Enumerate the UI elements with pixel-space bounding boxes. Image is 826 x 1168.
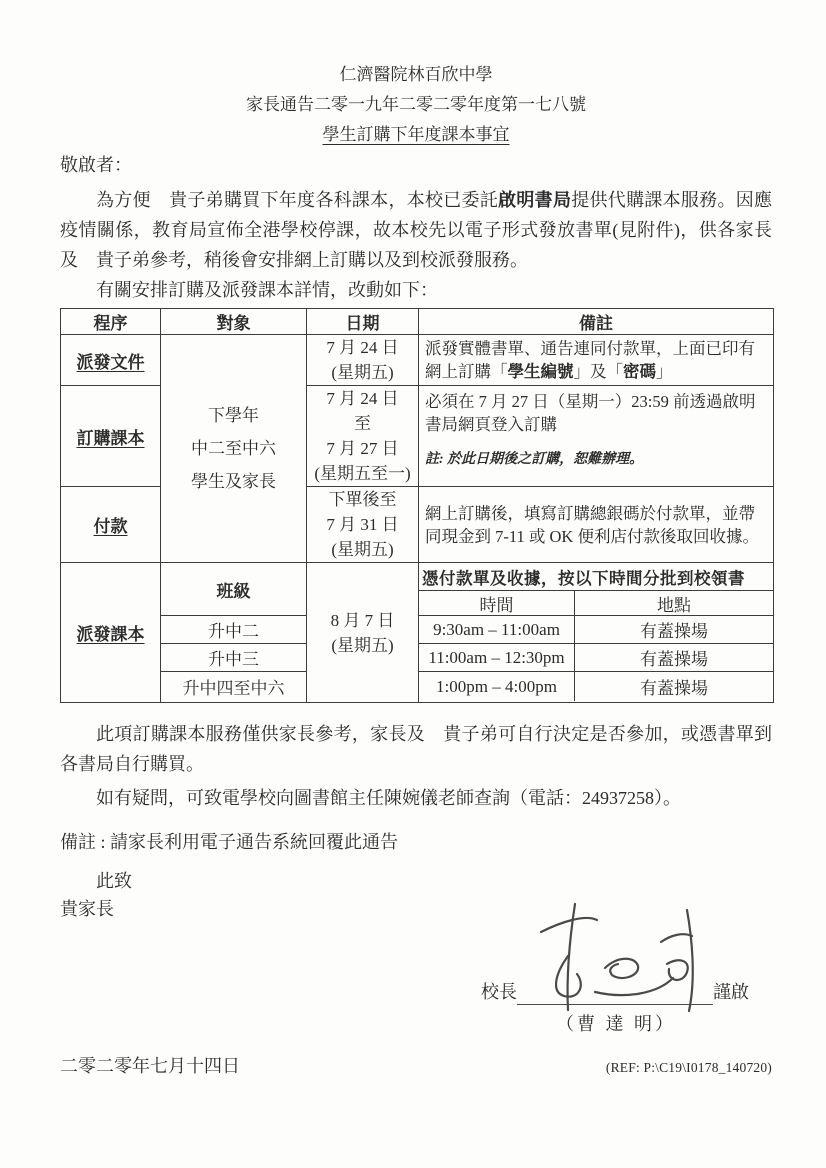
sign-off-label: 謹啟: [713, 982, 749, 1002]
place-value: 有蓋操場: [575, 615, 773, 643]
remark-text: 」及「: [573, 362, 623, 381]
date-line: (星期五): [331, 540, 394, 559]
bookstore-name-bold: 啟明書局: [498, 190, 572, 210]
paragraph-arrangement: 有關安排訂購及派發課本詳情，改動如下：: [96, 280, 438, 300]
col-header-procedure: 程序: [61, 309, 161, 335]
place-header: 地點: [575, 590, 773, 615]
pickup-schedule-cell: [419, 563, 774, 703]
pickup-note-bold: 憑付款單及收據，按以下時間分批到校領書: [422, 568, 745, 588]
signature-row: [60, 979, 772, 1005]
procedure-label: 派發文件: [76, 352, 145, 372]
date-cell: [307, 563, 419, 703]
table-header-row: [61, 309, 774, 335]
notice-subject: 學生訂購下年度課本事宜: [322, 125, 510, 144]
remark-text: 必須在 7 月 27 日（星期一）23:59 前透過啟明書局網頁登入訂購: [425, 392, 756, 434]
principal-role-label: 校長: [481, 982, 517, 1002]
procedure-cell: [61, 335, 161, 386]
time-header: 時間: [419, 590, 575, 615]
paragraph-intro-pre: 為方便 貴子弟購買下年度各科課本，本校已委託: [96, 190, 499, 210]
date-line: (星期五至一): [314, 464, 411, 483]
class-label: 升中三: [161, 643, 306, 671]
class-label: 升中四至中六: [161, 671, 306, 701]
row-distribute-documents: [61, 335, 774, 386]
col-header-remarks: 備註: [419, 309, 774, 335]
procedure-label: 訂購課本: [76, 428, 145, 448]
procedure-cell: [61, 487, 161, 563]
signature-line: [517, 981, 713, 1005]
reference-code: (REF: P:\C19\I0178_140720): [605, 1060, 772, 1075]
procedure-cell: [61, 386, 161, 487]
date-line: 下單後至: [328, 490, 397, 509]
principal-name: （曹 達 明）: [556, 1014, 676, 1034]
date-cell: [307, 386, 419, 487]
class-header: 班級: [216, 581, 251, 601]
pickup-time-table: [419, 590, 773, 701]
time-slot: 1:00pm – 4:00pm: [419, 671, 575, 701]
time-slot: 9:30am – 11:00am: [419, 615, 575, 643]
title-block: [60, 60, 772, 150]
remark-text: 」: [656, 362, 673, 381]
remark-cell: [419, 335, 774, 386]
date-cell: [307, 487, 419, 563]
closing-parents: 貴家長: [60, 899, 114, 919]
date-line: 至: [354, 414, 371, 433]
class-label: 升中二: [161, 615, 306, 643]
date-line: 7 月 24 日: [326, 389, 399, 408]
date-line: 7 月 31 日: [326, 515, 399, 534]
place-value: 有蓋操場: [575, 671, 773, 701]
date-cell: [307, 335, 419, 386]
salutation: 敬啟者：: [60, 155, 132, 175]
date-line: (星期五): [331, 363, 394, 382]
document-content: [60, 0, 772, 1037]
procedure-label: 派發課本: [76, 625, 145, 644]
notice-number: 家長通告二零一九年二零二零年度第一七八號: [246, 95, 586, 114]
paragraph-intro-post: 提供代購課本服務。因應疫情關係，教育局宣佈全港學校停課，故本校先以電子形式發放書單(見附件)，供各家長及 貴子弟參考，稍後會安排網上訂購以及到校派發服務。: [60, 190, 773, 270]
signature-scribble: [511, 898, 723, 1018]
date-line: (星期五): [331, 635, 394, 655]
date-line: 8 月 7 日: [330, 610, 395, 630]
school-name: 仁濟醫院林百欣中學: [339, 65, 493, 84]
reply-remark: 備註 : 請家長利用電子通告系統回覆此通告: [60, 832, 398, 852]
place-value: 有蓋操場: [575, 643, 773, 671]
class-groups-cell: [161, 563, 307, 703]
date-line: 7 月 27 日: [326, 439, 399, 458]
audience-line: 下學年: [208, 406, 259, 425]
remark-cell: 網上訂購後，填寫訂購總銀碼於付款單，並帶同現金到 7-11 或 OK 便利店付款後取回收據。: [419, 487, 774, 563]
row-distribute-books: [61, 563, 774, 703]
audience-line: 學生及家長: [191, 472, 276, 491]
col-header-audience: 對象: [161, 309, 307, 335]
remark-cell: [419, 386, 774, 487]
audience-cell: [161, 335, 307, 563]
procedure-cell: [61, 563, 161, 703]
paragraph-intro: [60, 185, 772, 275]
col-header-date: 日期: [307, 309, 419, 335]
date-line: 7 月 24 日: [326, 338, 399, 357]
procedure-label: 付款: [93, 517, 128, 536]
schedule-table: [60, 308, 774, 703]
remark-note-italic: 註: 於此日期後之訂購，恕難辦理。: [425, 452, 644, 467]
issue-date: 二零二零年七月十四日: [60, 1056, 240, 1076]
closing-cizhi: 此致: [96, 871, 132, 891]
footer: [60, 1052, 772, 1078]
password-bold: 密碼: [623, 362, 656, 381]
student-id-bold: 學生編號: [507, 362, 574, 381]
audience-line: 中二至中六: [191, 439, 276, 458]
paragraph-optional-service: 此項訂購課本服務僅供家長參考，家長及 貴子弟可自行決定是否參加，或憑書單到各書局自行購買。: [60, 724, 772, 774]
time-slot: 11:00am – 12:30pm: [419, 643, 575, 671]
remark-text: 派發實體書單、通告連同付款單，上面已印有網上訂購「: [425, 339, 755, 381]
paragraph-contact: 如有疑問，可致電學校向圖書館主任陳婉儀老師查詢（電話：24937258）。: [96, 788, 681, 808]
